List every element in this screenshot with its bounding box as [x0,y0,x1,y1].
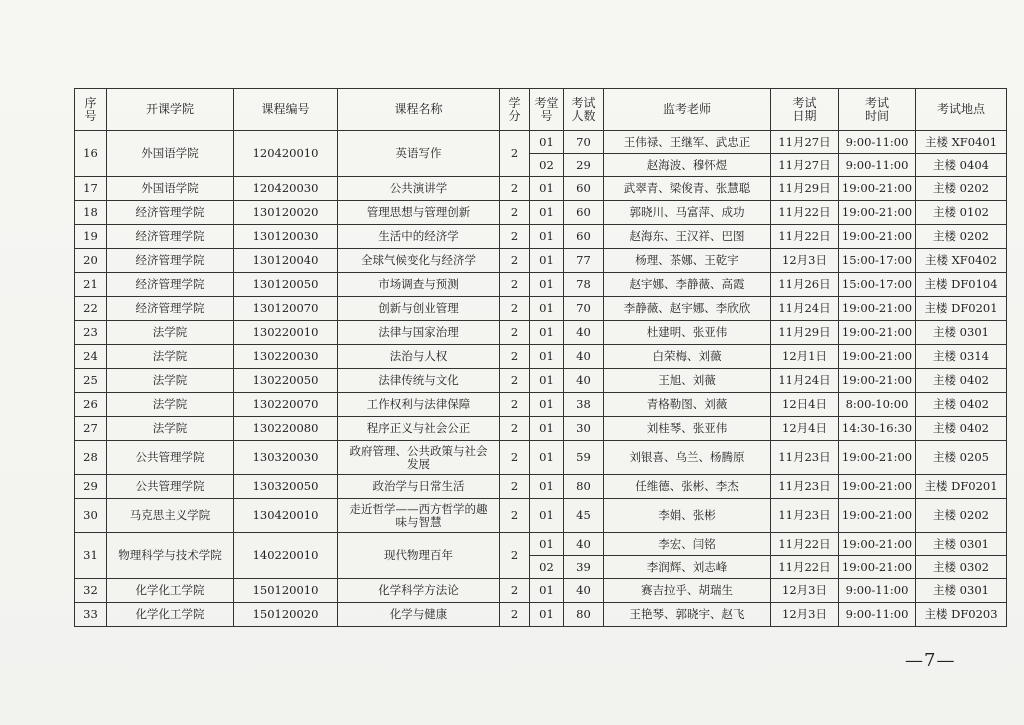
cell-proctors: 赵宇娜、李静薇、高霞 [604,273,771,297]
cell-seq: 22 [75,297,107,321]
cell-course-name: 化学科学方法论 [338,579,500,603]
cell-proctors: 李静薇、赵宇娜、李欣欣 [604,297,771,321]
cell-room: 01 [530,369,564,393]
cell-credit: 2 [500,321,530,345]
cell-place: 主楼 0402 [916,417,1007,441]
cell-credit: 2 [500,249,530,273]
table-row [75,441,1007,475]
cell-code: 130120050 [234,273,338,297]
table-row [75,177,1007,201]
cell-course-name: 创新与创业管理 [338,297,500,321]
cell-proctors: 李宏、闫铭 [604,533,771,556]
cell-room: 01 [530,475,564,499]
cell-proctors: 李娟、张彬 [604,499,771,533]
cell-room: 01 [530,533,564,556]
cell-course-name: 程序正义与社会公正 [338,417,500,441]
cell-course-name: 管理思想与管理创新 [338,201,500,225]
cell-college: 法学院 [107,321,234,345]
cell-college: 马克思主义学院 [107,499,234,533]
cell-code: 130120040 [234,249,338,273]
cell-date: 11月22日 [771,556,839,579]
cell-code: 140220010 [234,533,338,579]
cell-date: 11月23日 [771,475,839,499]
table-row [75,297,1007,321]
cell-time: 9:00-11:00 [839,154,916,177]
cell-course-name: 政治学与日常生活 [338,475,500,499]
cell-seq: 30 [75,499,107,533]
cell-room: 01 [530,321,564,345]
cell-time: 19:00-21:00 [839,297,916,321]
cell-count: 60 [564,201,604,225]
cell-college: 法学院 [107,345,234,369]
cell-count: 80 [564,475,604,499]
cell-college: 化学化工学院 [107,603,234,627]
cell-course-name: 法治与人权 [338,345,500,369]
table-row [75,369,1007,393]
cell-date: 11月26日 [771,273,839,297]
table-row [75,345,1007,369]
cell-proctors: 赛吉拉乎、胡瑞生 [604,579,771,603]
cell-college: 外国语学院 [107,131,234,177]
cell-proctors: 白荣梅、刘薇 [604,345,771,369]
cell-time: 9:00-11:00 [839,603,916,627]
cell-room: 02 [530,556,564,579]
cell-college: 经济管理学院 [107,225,234,249]
cell-place: 主楼 XF0401 [916,131,1007,154]
cell-room: 01 [530,131,564,154]
cell-course-name: 化学与健康 [338,603,500,627]
cell-proctors: 郭晓川、马富萍、成功 [604,201,771,225]
cell-code: 120420030 [234,177,338,201]
cell-course-name: 生活中的经济学 [338,225,500,249]
cell-count: 78 [564,273,604,297]
cell-place: 主楼 DF0104 [916,273,1007,297]
cell-room: 01 [530,273,564,297]
cell-count: 40 [564,579,604,603]
header-count: 考试 人数 [564,89,604,131]
cell-date: 11月22日 [771,533,839,556]
cell-proctors: 李润辉、刘志峰 [604,556,771,579]
cell-credit: 2 [500,345,530,369]
cell-college: 公共管理学院 [107,475,234,499]
cell-date: 11月24日 [771,369,839,393]
table-row [75,273,1007,297]
cell-place: 主楼 0202 [916,225,1007,249]
cell-time: 8:00-10:00 [839,393,916,417]
cell-college: 经济管理学院 [107,273,234,297]
cell-count: 40 [564,533,604,556]
cell-date: 11月27日 [771,131,839,154]
cell-count: 29 [564,154,604,177]
cell-room: 01 [530,393,564,417]
cell-date: 11月23日 [771,441,839,475]
cell-code: 130220050 [234,369,338,393]
cell-room: 01 [530,177,564,201]
cell-date: 11月29日 [771,321,839,345]
cell-place: 主楼 DF0201 [916,475,1007,499]
cell-credit: 2 [500,297,530,321]
cell-time: 19:00-21:00 [839,369,916,393]
cell-time: 15:00-17:00 [839,273,916,297]
cell-course-name: 全球气候变化与经济学 [338,249,500,273]
table-row [75,321,1007,345]
cell-seq: 26 [75,393,107,417]
cell-count: 59 [564,441,604,475]
cell-course-name: 法律与国家治理 [338,321,500,345]
cell-college: 经济管理学院 [107,201,234,225]
cell-room: 01 [530,345,564,369]
cell-code: 150120010 [234,579,338,603]
cell-college: 法学院 [107,393,234,417]
cell-time: 19:00-21:00 [839,556,916,579]
cell-course-name: 法律传统与文化 [338,369,500,393]
cell-time: 14:30-16:30 [839,417,916,441]
cell-date: 12月3日 [771,603,839,627]
cell-place: 主楼 DF0201 [916,297,1007,321]
header-code: 课程编号 [234,89,338,131]
cell-time: 19:00-21:00 [839,321,916,345]
cell-count: 70 [564,131,604,154]
cell-time: 19:00-21:00 [839,225,916,249]
cell-seq: 23 [75,321,107,345]
cell-time: 15:00-17:00 [839,249,916,273]
table-row [75,533,1007,556]
cell-credit: 2 [500,369,530,393]
cell-course-name: 工作权利与法律保障 [338,393,500,417]
cell-time: 19:00-21:00 [839,533,916,556]
cell-credit: 2 [500,417,530,441]
cell-time: 19:00-21:00 [839,345,916,369]
cell-seq: 24 [75,345,107,369]
cell-college: 化学化工学院 [107,579,234,603]
cell-room: 01 [530,579,564,603]
header-seq: 序 号 [75,89,107,131]
cell-count: 60 [564,225,604,249]
cell-code: 130320050 [234,475,338,499]
table-row [75,475,1007,499]
cell-date: 12日4日 [771,393,839,417]
cell-count: 40 [564,345,604,369]
table-row [75,579,1007,603]
cell-date: 11月22日 [771,201,839,225]
cell-time: 19:00-21:00 [839,499,916,533]
cell-code: 130120070 [234,297,338,321]
cell-credit: 2 [500,225,530,249]
table-row [75,499,1007,533]
cell-count: 40 [564,321,604,345]
cell-code: 130220080 [234,417,338,441]
cell-room: 01 [530,417,564,441]
cell-code: 120420010 [234,131,338,177]
table-row [75,225,1007,249]
cell-proctors: 刘银喜、乌兰、杨腾原 [604,441,771,475]
table-row [75,603,1007,627]
cell-room: 01 [530,603,564,627]
cell-proctors: 王艳琴、郭晓宇、赵飞 [604,603,771,627]
cell-date: 11月22日 [771,225,839,249]
cell-seq: 27 [75,417,107,441]
header-name: 课程名称 [338,89,500,131]
cell-room: 01 [530,441,564,475]
cell-count: 30 [564,417,604,441]
table-row [75,249,1007,273]
page-number: —7— [905,650,956,671]
cell-code: 130120020 [234,201,338,225]
cell-seq: 33 [75,603,107,627]
cell-seq: 18 [75,201,107,225]
cell-code: 130320030 [234,441,338,475]
cell-seq: 19 [75,225,107,249]
cell-course-name: 政府管理、公共政策与社会发展 [338,441,500,475]
cell-credit: 2 [500,393,530,417]
cell-college: 法学院 [107,369,234,393]
cell-code: 130220030 [234,345,338,369]
table-row [75,201,1007,225]
cell-proctors: 杨理、茶娜、王乾宇 [604,249,771,273]
cell-college: 法学院 [107,417,234,441]
cell-place: 主楼 DF0203 [916,603,1007,627]
cell-credit: 2 [500,579,530,603]
header-college: 开课学院 [107,89,234,131]
cell-time: 19:00-21:00 [839,475,916,499]
cell-room: 01 [530,499,564,533]
cell-credit: 2 [500,131,530,177]
header-proctors: 监考老师 [604,89,771,131]
cell-course-name: 市场调查与预测 [338,273,500,297]
cell-course-name: 现代物理百年 [338,533,500,579]
cell-place: 主楼 0301 [916,579,1007,603]
table-row [75,417,1007,441]
cell-date: 11月29日 [771,177,839,201]
cell-proctors: 王旭、刘薇 [604,369,771,393]
cell-proctors: 武翠青、梁俊青、张慧聪 [604,177,771,201]
cell-count: 80 [564,603,604,627]
cell-credit: 2 [500,603,530,627]
cell-room: 01 [530,201,564,225]
cell-date: 12月1日 [771,345,839,369]
cell-proctors: 赵海波、穆怀煜 [604,154,771,177]
header-place: 考试地点 [916,89,1007,131]
cell-place: 主楼 0202 [916,177,1007,201]
cell-seq: 25 [75,369,107,393]
cell-place: 主楼 0301 [916,321,1007,345]
cell-place: 主楼 0404 [916,154,1007,177]
cell-college: 公共管理学院 [107,441,234,475]
cell-college: 经济管理学院 [107,297,234,321]
cell-date: 11月27日 [771,154,839,177]
cell-time: 19:00-21:00 [839,177,916,201]
exam-schedule-table [74,88,1007,627]
cell-credit: 2 [500,475,530,499]
cell-place: 主楼 0402 [916,369,1007,393]
cell-room: 01 [530,225,564,249]
cell-seq: 31 [75,533,107,579]
cell-place: 主楼 0302 [916,556,1007,579]
cell-code: 130120030 [234,225,338,249]
cell-seq: 21 [75,273,107,297]
cell-time: 19:00-21:00 [839,201,916,225]
cell-place: 主楼 0314 [916,345,1007,369]
cell-date: 11月24日 [771,297,839,321]
cell-proctors: 王伟禄、王继军、武忠正 [604,131,771,154]
cell-place: 主楼 0102 [916,201,1007,225]
cell-count: 45 [564,499,604,533]
cell-seq: 29 [75,475,107,499]
cell-proctors: 杜建明、张亚伟 [604,321,771,345]
cell-college: 经济管理学院 [107,249,234,273]
cell-date: 11月23日 [771,499,839,533]
cell-seq: 16 [75,131,107,177]
cell-credit: 2 [500,533,530,579]
cell-course-name: 英语写作 [338,131,500,177]
cell-count: 40 [564,369,604,393]
cell-place: 主楼 0301 [916,533,1007,556]
cell-date: 12月4日 [771,417,839,441]
header-room: 考堂 号 [530,89,564,131]
cell-room: 01 [530,249,564,273]
cell-time: 9:00-11:00 [839,131,916,154]
cell-course-name: 公共演讲学 [338,177,500,201]
cell-proctors: 赵海东、王汉祥、巴图 [604,225,771,249]
cell-seq: 17 [75,177,107,201]
cell-place: 主楼 0205 [916,441,1007,475]
cell-count: 38 [564,393,604,417]
cell-credit: 2 [500,273,530,297]
cell-date: 12月3日 [771,249,839,273]
table-row [75,393,1007,417]
cell-time: 9:00-11:00 [839,579,916,603]
cell-proctors: 任维德、张彬、李杰 [604,475,771,499]
cell-time: 19:00-21:00 [839,441,916,475]
cell-seq: 28 [75,441,107,475]
cell-code: 130420010 [234,499,338,533]
table-row [75,131,1007,154]
table-body [75,131,1007,627]
cell-count: 60 [564,177,604,201]
cell-count: 39 [564,556,604,579]
cell-credit: 2 [500,441,530,475]
cell-code: 150120020 [234,603,338,627]
cell-place: 主楼 0202 [916,499,1007,533]
cell-credit: 2 [500,499,530,533]
cell-credit: 2 [500,201,530,225]
cell-college: 外国语学院 [107,177,234,201]
table-header-row [75,89,1007,131]
cell-credit: 2 [500,177,530,201]
cell-place: 主楼 XF0402 [916,249,1007,273]
cell-course-name: 走近哲学——西方哲学的趣味与智慧 [338,499,500,533]
cell-room: 01 [530,297,564,321]
cell-count: 70 [564,297,604,321]
header-time: 考试 时间 [839,89,916,131]
cell-proctors: 青格勒图、刘薇 [604,393,771,417]
cell-seq: 32 [75,579,107,603]
cell-place: 主楼 0402 [916,393,1007,417]
cell-date: 12月3日 [771,579,839,603]
cell-count: 77 [564,249,604,273]
header-credit: 学 分 [500,89,530,131]
cell-code: 130220010 [234,321,338,345]
cell-room: 02 [530,154,564,177]
cell-college: 物理科学与技术学院 [107,533,234,579]
cell-seq: 20 [75,249,107,273]
cell-proctors: 刘桂琴、张亚伟 [604,417,771,441]
cell-code: 130220070 [234,393,338,417]
header-date: 考试 日期 [771,89,839,131]
